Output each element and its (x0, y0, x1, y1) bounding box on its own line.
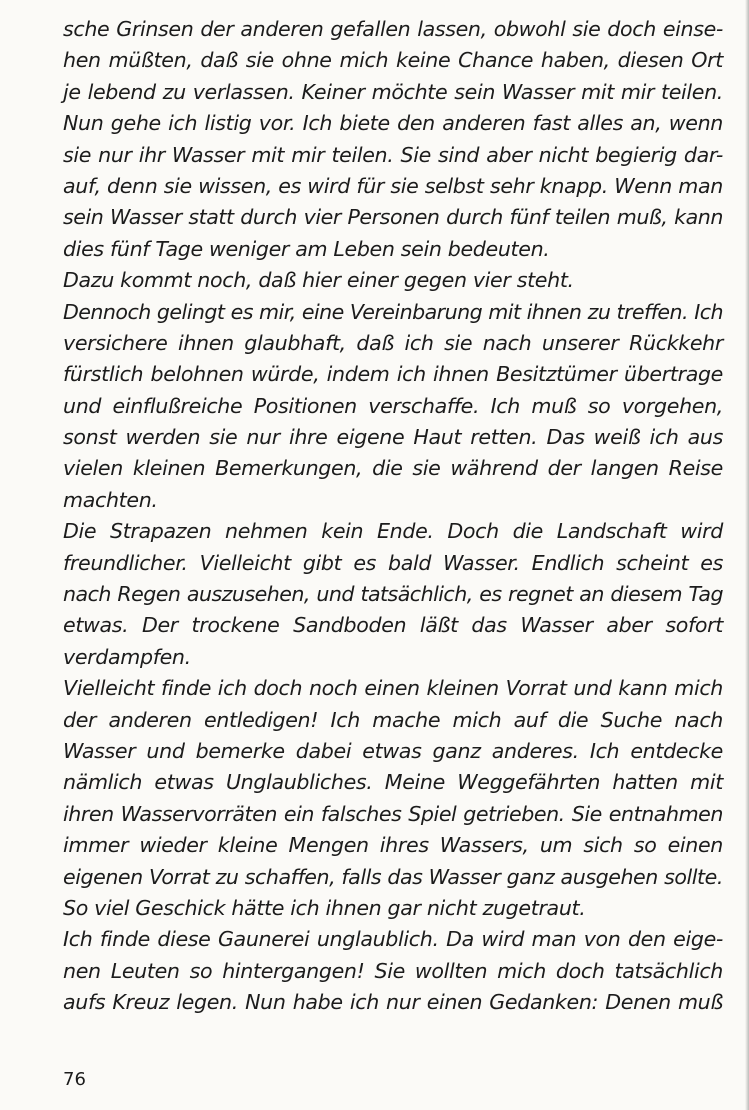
text-line: Vielleicht finde ich doch noch einen kleinen Vorrat und kann mich (63, 676, 723, 701)
text-line: hen müßten, daß sie ohne mich keine Chance haben, diesen Ort (63, 48, 723, 73)
text-line: sche Grinsen der anderen gefallen lassen, obwohl sie doch einse- (63, 17, 723, 41)
text-line: Die Strapazen nehmen kein Ende. Doch die Landschaft wird (63, 519, 723, 544)
text-line: aufs Kreuz legen. Nun habe ich nur einen Gedanken: Denen muß (63, 990, 723, 1015)
text-line: freundlicher. Vielleicht gibt es bald Wasser. Endlich scheint es (63, 550, 723, 575)
text-line: nach Regen auszusehen, und tatsächlich, es regnet an diesem Tag (63, 582, 723, 607)
text-line: Ich finde diese Gaunerei unglaublich. Da wird man von den eige- (63, 927, 723, 952)
text-line: sie nur ihr Wasser mit mir teilen. Sie sind aber nicht begierig dar- (63, 142, 723, 167)
text-line: verdampfen. (63, 644, 191, 669)
text-line: fürstlich belohnen würde, indem ich ihnen Besitztümer übertrage (63, 362, 723, 387)
page-edge-shadow (745, 0, 749, 1110)
text-line: So viel Geschick hätte ich ihnen gar nicht zugetraut. (63, 895, 586, 920)
text-line: nämlich etwas Unglaubliches. Meine Weggefährten hatten mit (63, 770, 723, 795)
page-number: 76 (63, 1069, 86, 1090)
text-line: Dazu kommt noch, daß hier einer gegen vier steht. (63, 268, 574, 293)
text-line: der anderen entledigen! Ich mache mich auf die Suche nach (63, 707, 723, 732)
text-line: Dennoch gelingt es mir, eine Vereinbarung mit ihnen zu treffen. Ich (63, 299, 723, 324)
body-text (63, 14, 723, 1019)
text-line: nen Leuten so hintergangen! Sie wollten mich doch tatsächlich (63, 958, 723, 983)
text-line: etwas. Der trockene Sandboden läßt das Wasser aber sofort (63, 613, 723, 638)
text-line: sonst werden sie nur ihre eigene Haut retten. Das weiß ich aus (63, 425, 723, 450)
text-line: eigenen Vorrat zu schaffen, falls das Wasser ganz ausgehen sollte. (63, 864, 723, 889)
text-line: vielen kleinen Bemerkungen, die sie während der langen Reise (63, 456, 723, 481)
text-line: immer wieder kleine Mengen ihres Wassers, um sich so einen (63, 833, 723, 858)
text-line: sein Wasser statt durch vier Personen durch fünf teilen muß, kann (63, 205, 723, 230)
text-line: Nun gehe ich listig vor. Ich biete den anderen fast alles an, wenn (63, 111, 723, 136)
text-line: und einflußreiche Positionen verschaffe. Ich muß so vorgehen, (63, 393, 723, 418)
text-line: Wasser und bemerke dabei etwas ganz anderes. Ich entdecke (63, 738, 723, 763)
text-line: versichere ihnen glaubhaft, daß ich sie nach unserer Rückkehr (63, 330, 723, 355)
text-line: dies fünf Tage weniger am Leben sein bedeuten. (63, 236, 550, 261)
text-line: machten. (63, 487, 158, 512)
text-line: ihren Wasservorräten ein falsches Spiel getrieben. Sie entnahmen (63, 801, 723, 826)
text-line: auf, denn sie wissen, es wird für sie selbst sehr knapp. Wenn man (63, 173, 723, 198)
text-line: je lebend zu verlassen. Keiner möchte sein Wasser mit mir teilen. (63, 79, 723, 104)
